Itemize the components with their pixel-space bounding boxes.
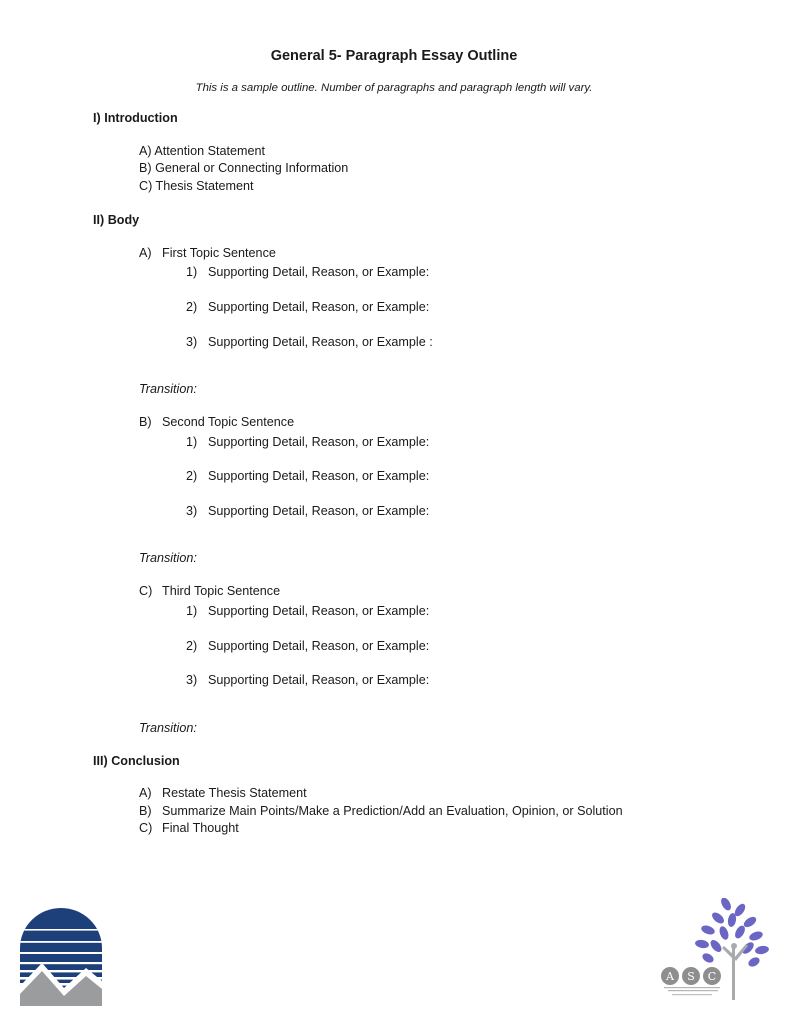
conclusion-item	[139, 805, 623, 818]
supporting-detail	[186, 266, 429, 279]
topic-sentence	[139, 416, 294, 429]
item-label: B)	[139, 804, 152, 818]
detail-number: 1)	[186, 604, 198, 618]
topic-label: C)	[139, 584, 153, 598]
detail-text: Supporting Detail, Reason, or Example:	[208, 469, 430, 483]
detail-number: 2)	[186, 300, 198, 314]
detail-text: Supporting Detail, Reason, or Example:	[208, 504, 430, 518]
conclusion-item	[139, 787, 307, 800]
detail-number: 2)	[186, 469, 198, 483]
conclusion-item	[139, 822, 239, 835]
item-label: C)	[139, 821, 153, 835]
svg-text:C: C	[707, 970, 717, 983]
asc-tree-logo-icon	[658, 898, 770, 1002]
detail-text: Supporting Detail, Reason, or Example:	[208, 604, 430, 618]
detail-text: Supporting Detail, Reason, or Example:	[208, 673, 430, 687]
topic-text: First Topic Sentence	[162, 246, 276, 260]
supporting-detail	[186, 640, 429, 653]
topic-sentence	[139, 247, 276, 260]
item-text: Final Thought	[162, 821, 239, 835]
item-label: A)	[139, 786, 152, 800]
transition-label: Transition:	[139, 721, 197, 735]
svg-text:S: S	[687, 970, 695, 983]
detail-text: Supporting Detail, Reason, or Example:	[208, 300, 430, 314]
detail-number: 3)	[186, 335, 198, 349]
detail-text: Supporting Detail, Reason, or Example:	[208, 639, 430, 653]
detail-number: 3)	[186, 673, 198, 687]
mountain-sun-logo-icon	[20, 908, 102, 1006]
detail-number: 1)	[186, 435, 198, 449]
topic-label: B)	[139, 415, 152, 429]
intro-item: A) Attention Statement	[139, 144, 266, 158]
intro-item: B) General or Connecting Information	[139, 161, 349, 175]
detail-number: 1)	[186, 265, 198, 279]
intro-item: C) Thesis Statement	[139, 179, 254, 193]
detail-number: 3)	[186, 504, 198, 518]
topic-text: Third Topic Sentence	[162, 584, 281, 598]
topic-text: Second Topic Sentence	[162, 415, 295, 429]
supporting-detail	[186, 505, 429, 518]
section-heading-introduction: I) Introduction	[93, 111, 178, 125]
transition-label: Transition:	[139, 382, 197, 396]
transition-label: Transition:	[139, 551, 197, 565]
topic-sentence	[139, 585, 280, 598]
detail-text: Supporting Detail, Reason, or Example:	[208, 435, 430, 449]
supporting-detail	[186, 436, 429, 449]
item-text: Summarize Main Points/Make a Prediction/Add an Evaluation, Opinion, or Solution	[162, 804, 623, 818]
item-text: Restate Thesis Statement	[162, 786, 307, 800]
section-heading-conclusion: III) Conclusion	[93, 754, 180, 768]
document-subtitle: This is a sample outline. Number of paragraphs and paragraph length will vary.	[195, 82, 593, 94]
supporting-detail	[186, 470, 429, 483]
detail-text: Supporting Detail, Reason, or Example :	[208, 335, 433, 349]
supporting-detail	[186, 605, 429, 618]
section-heading-body: II) Body	[93, 213, 140, 227]
document-title: General 5- Paragraph Essay Outline	[270, 48, 518, 64]
supporting-detail	[186, 336, 433, 349]
detail-text: Supporting Detail, Reason, or Example:	[208, 265, 430, 279]
detail-number: 2)	[186, 639, 198, 653]
svg-text:A: A	[666, 970, 674, 983]
topic-label: A)	[139, 246, 152, 260]
supporting-detail	[186, 301, 429, 314]
supporting-detail	[186, 674, 429, 687]
